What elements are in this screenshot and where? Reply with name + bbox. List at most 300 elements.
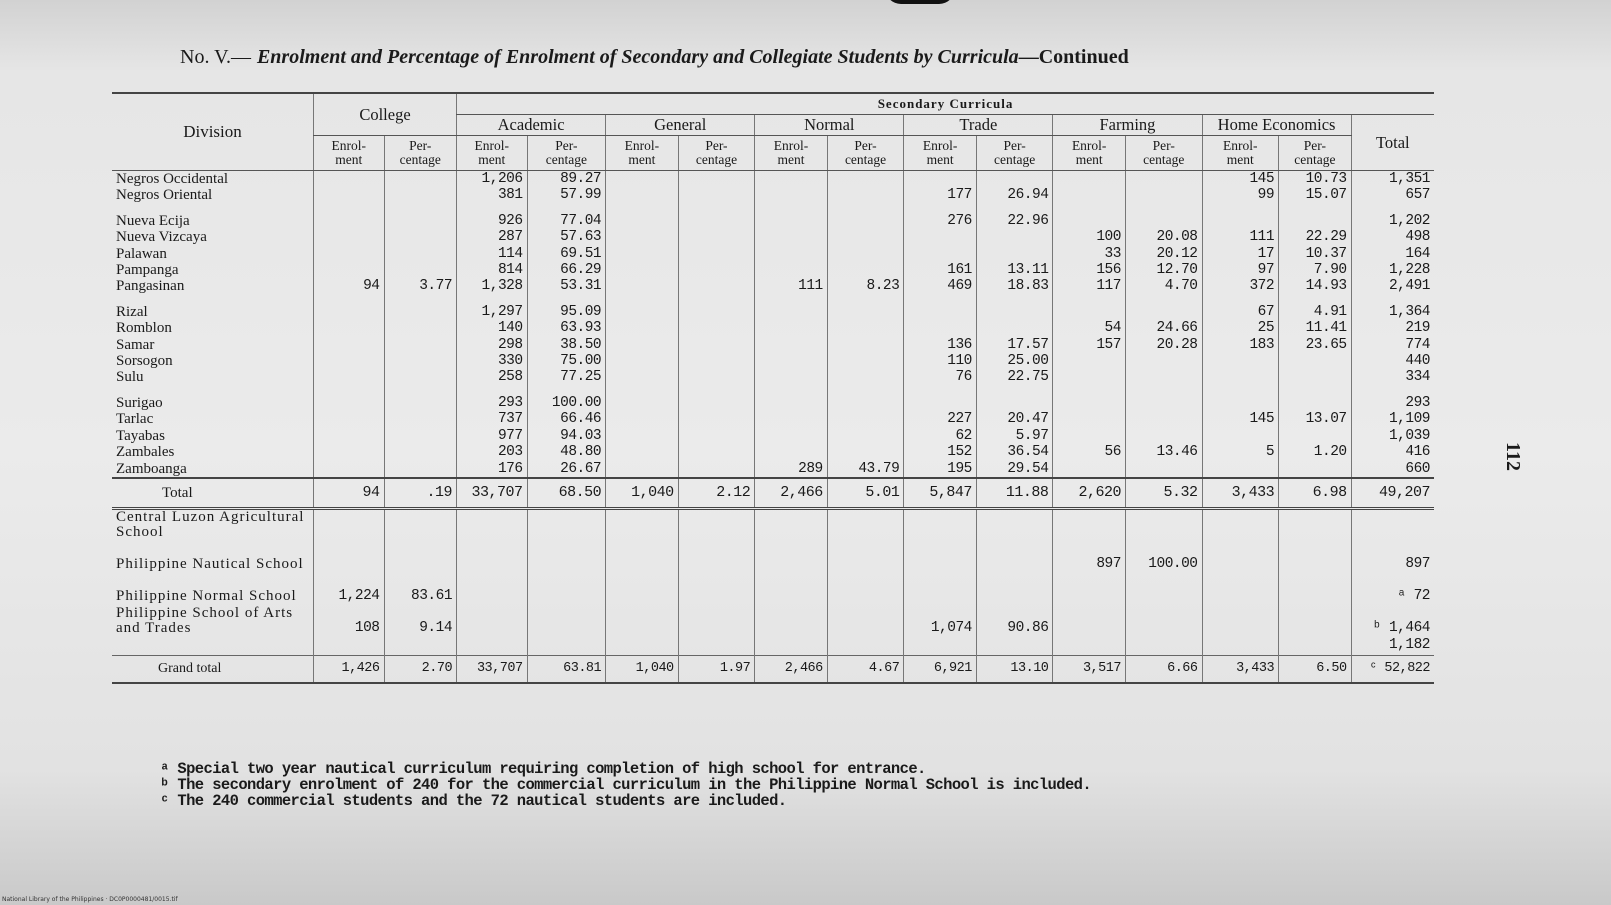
table-cell (606, 246, 679, 262)
table-cell: 8.23 (827, 278, 904, 294)
table-cell (606, 369, 679, 385)
table-cell: 5.01 (827, 478, 904, 509)
table-cell (1279, 295, 1352, 304)
table-cell (527, 295, 606, 304)
table-cell: 22.75 (976, 369, 1053, 385)
table-cell: 372 (1202, 278, 1279, 294)
table-cell (678, 320, 755, 336)
table-cell: 117 (1053, 278, 1126, 294)
row-label: Philippine Normal School (116, 587, 297, 604)
table-cell (384, 262, 457, 278)
table-row (112, 229, 1434, 245)
table-cell (313, 542, 384, 574)
table-cell (1053, 574, 1126, 606)
table-cell (976, 229, 1053, 245)
table-cell (1279, 508, 1352, 542)
table-cell (904, 246, 977, 262)
table-cell: 3.77 (384, 278, 457, 294)
table-cell (678, 386, 755, 395)
footnote-b: ᵇ The secondary enrolment of 240 for the commercial curriculum in the Philippine Normal School is included. (160, 776, 1092, 794)
table-cell: 97 (1202, 262, 1279, 278)
header-group: Farming (1053, 115, 1202, 136)
table-cell: 227 (904, 411, 977, 427)
table-cell: 774 (1351, 337, 1434, 353)
table-cell (827, 262, 904, 278)
table-row (112, 353, 1434, 369)
row-label: Rizal (116, 303, 148, 320)
table-cell (1351, 508, 1434, 542)
title-number: No. V.— (180, 46, 251, 68)
table-cell: 13.07 (1279, 411, 1352, 427)
table-cell: 9.14 (384, 606, 457, 638)
table-cell (904, 304, 977, 320)
table-cell: 926 (457, 213, 528, 229)
table-cell (457, 204, 528, 213)
header-percentage: Per- centage (1279, 136, 1352, 171)
table-cell (755, 428, 828, 444)
table-cell (1053, 171, 1126, 188)
table-cell (755, 508, 828, 542)
table-cell: 1,206 (457, 171, 528, 188)
table-cell (827, 353, 904, 369)
table-cell (827, 369, 904, 385)
table-row (112, 428, 1434, 444)
table-cell: 15.07 (1279, 187, 1352, 203)
table-cell (527, 542, 606, 574)
table-cell (384, 295, 457, 304)
table-cell (606, 638, 679, 656)
table-cell (313, 320, 384, 336)
spacer-row (112, 295, 1434, 304)
table-cell (904, 295, 977, 304)
table-cell (1202, 574, 1279, 606)
table-cell (384, 369, 457, 385)
table-cell: 18.83 (976, 278, 1053, 294)
table-cell: 1,224 (313, 574, 384, 606)
table-cell (678, 246, 755, 262)
table-cell (1202, 395, 1279, 411)
table-cell (384, 353, 457, 369)
table-cell: 3,433 (1202, 655, 1279, 683)
table-cell (1125, 295, 1202, 304)
table-cell (904, 204, 977, 213)
header-group: General (606, 115, 755, 136)
table-cell: 10.37 (1279, 246, 1352, 262)
table-cell (1279, 638, 1352, 656)
row-label: Surigao (116, 394, 163, 411)
table-cell: 49,207 (1351, 478, 1434, 509)
table-cell: 381 (457, 187, 528, 203)
table-cell (1279, 606, 1352, 638)
table-cell (827, 304, 904, 320)
table-cell: 69.51 (527, 246, 606, 262)
grand-total-row (112, 655, 1434, 683)
table-cell: 5.97 (976, 428, 1053, 444)
table-cell: 5 (1202, 444, 1279, 460)
table-cell: 657 (1351, 187, 1434, 203)
table-cell (384, 246, 457, 262)
table-cell (606, 353, 679, 369)
table-cell (1125, 606, 1202, 638)
header-group: Trade (904, 115, 1053, 136)
table-cell (904, 508, 977, 542)
table-cell: 4.91 (1279, 304, 1352, 320)
table-cell (313, 461, 384, 478)
table-cell (606, 204, 679, 213)
table-row (112, 304, 1434, 320)
table-cell (606, 411, 679, 427)
table-cell (755, 229, 828, 245)
table-cell (457, 386, 528, 395)
table-cell (1202, 295, 1279, 304)
table-cell: 12.70 (1125, 262, 1202, 278)
table-cell: 111 (755, 278, 828, 294)
table-cell (313, 386, 384, 395)
table-cell (755, 542, 828, 574)
table-cell: 99 (1202, 187, 1279, 203)
header-percentage: Per- centage (527, 136, 606, 171)
table-cell (678, 411, 755, 427)
header-enrolment: Enrol- ment (313, 136, 384, 171)
row-label: Zambales (116, 444, 175, 461)
table-cell (457, 508, 528, 542)
table-cell: 1,328 (457, 278, 528, 294)
ink-blot (885, 0, 955, 4)
table-cell (606, 262, 679, 278)
row-label: Sulu (116, 369, 144, 386)
table-cell: 4.70 (1125, 278, 1202, 294)
table-cell (678, 304, 755, 320)
table-cell (1053, 353, 1126, 369)
table-cell: 22.96 (976, 213, 1053, 229)
table-cell: 3,433 (1202, 478, 1279, 509)
table-cell (976, 508, 1053, 542)
table-cell (827, 229, 904, 245)
table-cell (1279, 395, 1352, 411)
table-cell (827, 246, 904, 262)
table-cell: 48.80 (527, 444, 606, 460)
table-cell: 57.63 (527, 229, 606, 245)
table-cell (1202, 369, 1279, 385)
library-credit: National Library of the Philippines · DC0P0000481/0015.tif (2, 896, 178, 903)
header-enrolment: Enrol- ment (755, 136, 828, 171)
table-cell: 13.10 (976, 655, 1053, 683)
row-label: Samar (116, 336, 155, 353)
table-cell (1125, 353, 1202, 369)
table-cell: 140 (457, 320, 528, 336)
table-cell: 4.67 (827, 655, 904, 683)
table-row (112, 262, 1434, 278)
table-cell (1125, 386, 1202, 395)
table-row (112, 246, 1434, 262)
table-cell (678, 369, 755, 385)
table-cell (1053, 304, 1126, 320)
table-cell (313, 229, 384, 245)
table-cell: 176 (457, 461, 528, 478)
table-cell (976, 295, 1053, 304)
table-cell: 1,182 (1351, 638, 1434, 656)
table-cell (976, 171, 1053, 188)
table-cell: ᵃ 72 (1351, 574, 1434, 606)
table-cell (384, 171, 457, 188)
table-cell: 63.81 (527, 655, 606, 683)
row-label (112, 386, 313, 395)
table-cell: 469 (904, 278, 977, 294)
table-cell (755, 246, 828, 262)
row-label: Negros Occidental (116, 171, 229, 187)
table-cell (313, 337, 384, 353)
title-text: Enrolment and Percentage of Enrolment of Secondary and Collegiate Students by Curricula (256, 46, 1019, 68)
table-cell (755, 411, 828, 427)
header-secondary-curricula: Secondary Curricula (457, 93, 1434, 115)
table-cell (678, 337, 755, 353)
table-cell (904, 638, 977, 656)
table-cell (384, 187, 457, 203)
table-cell (1053, 461, 1126, 478)
table-cell (1125, 411, 1202, 427)
table-cell: 6.98 (1279, 478, 1352, 509)
table-cell (1053, 369, 1126, 385)
table-cell (678, 428, 755, 444)
table-cell: 114 (457, 246, 528, 262)
table-cell (678, 278, 755, 294)
table-cell (755, 574, 828, 606)
table-cell (606, 508, 679, 542)
table-cell (606, 444, 679, 460)
spacer-row (112, 386, 1434, 395)
table-cell (827, 542, 904, 574)
table-cell: 1,040 (606, 478, 679, 509)
table-cell (384, 395, 457, 411)
table-cell (606, 187, 679, 203)
table-cell: 195 (904, 461, 977, 478)
table-cell (1202, 386, 1279, 395)
table-cell: 22.29 (1279, 229, 1352, 245)
table-cell (1053, 204, 1126, 213)
table-cell (976, 304, 1053, 320)
table-cell (755, 171, 828, 188)
table-cell: 1,109 (1351, 411, 1434, 427)
table-cell: 1,426 (313, 655, 384, 683)
table-cell (1279, 213, 1352, 229)
table-cell (755, 444, 828, 460)
table-cell (384, 444, 457, 460)
table-cell: 68.50 (527, 478, 606, 509)
table-cell: 2,466 (755, 655, 828, 683)
table-cell: 38.50 (527, 337, 606, 353)
table-cell (1351, 386, 1434, 395)
page-title (180, 46, 1129, 69)
table-cell (606, 386, 679, 395)
table-cell: 26.67 (527, 461, 606, 478)
table-cell: 3,517 (1053, 655, 1126, 683)
school-row (112, 606, 1434, 638)
table-cell (457, 638, 528, 656)
table-cell (527, 638, 606, 656)
table-cell (313, 304, 384, 320)
row-label: Central Luzon Agricultural School (116, 508, 305, 540)
header-percentage: Per- centage (384, 136, 457, 171)
table-cell (755, 353, 828, 369)
table-cell (904, 229, 977, 245)
table-cell: 77.25 (527, 369, 606, 385)
table-cell: 6,921 (904, 655, 977, 683)
table-cell: 67 (1202, 304, 1279, 320)
table-cell: 25.00 (976, 353, 1053, 369)
row-label: Romblon (116, 320, 172, 337)
table-cell (606, 395, 679, 411)
table-cell: 77.04 (527, 213, 606, 229)
table-cell: 56 (1053, 444, 1126, 460)
table-cell (755, 187, 828, 203)
table-cell (384, 204, 457, 213)
table-cell (1125, 304, 1202, 320)
table-cell (827, 395, 904, 411)
table-cell: 33,707 (457, 655, 528, 683)
table-cell (527, 606, 606, 638)
header-college: College (313, 93, 456, 136)
table-cell (313, 246, 384, 262)
table-cell (384, 428, 457, 444)
table-cell (976, 386, 1053, 395)
table-cell: 11.88 (976, 478, 1053, 509)
table-cell (1053, 187, 1126, 203)
table-cell (1053, 638, 1126, 656)
table-cell (678, 213, 755, 229)
enrolment-table (112, 92, 1434, 684)
table-cell (1279, 353, 1352, 369)
table-cell (904, 386, 977, 395)
table-cell: 897 (1351, 542, 1434, 574)
table-cell: 100 (1053, 229, 1126, 245)
table-cell: 416 (1351, 444, 1434, 460)
table-cell (313, 295, 384, 304)
table-cell: 94.03 (527, 428, 606, 444)
table-cell: 2,620 (1053, 478, 1126, 509)
table-cell: 287 (457, 229, 528, 245)
row-label: Tayabas (116, 427, 165, 444)
table-cell: 63.93 (527, 320, 606, 336)
table-cell (313, 204, 384, 213)
header-enrolment: Enrol- ment (606, 136, 679, 171)
table-cell: 157 (1053, 337, 1126, 353)
table-row (112, 337, 1434, 353)
table-cell: 1.20 (1279, 444, 1352, 460)
table-cell (606, 574, 679, 606)
table-cell (827, 320, 904, 336)
header-group: Home Economics (1202, 115, 1351, 136)
table-cell (1279, 574, 1352, 606)
table-cell: 334 (1351, 369, 1434, 385)
table-cell (313, 395, 384, 411)
table-cell (1351, 204, 1434, 213)
table-cell: 814 (457, 262, 528, 278)
table-cell (678, 353, 755, 369)
table-cell: 43.79 (827, 461, 904, 478)
header-group: Normal (755, 115, 904, 136)
table-cell (606, 295, 679, 304)
table-row (112, 461, 1434, 478)
table-cell (755, 395, 828, 411)
table-cell (755, 369, 828, 385)
table-cell (112, 638, 313, 656)
table-cell (755, 386, 828, 395)
table-cell (678, 187, 755, 203)
table-cell (904, 320, 977, 336)
table-cell (384, 320, 457, 336)
table-cell: 5.32 (1125, 478, 1202, 509)
table-cell (1202, 213, 1279, 229)
table-row (112, 278, 1434, 294)
header-percentage: Per- centage (976, 136, 1053, 171)
table-cell (1279, 428, 1352, 444)
table-cell: 258 (457, 369, 528, 385)
table-cell (827, 204, 904, 213)
table-cell: 293 (457, 395, 528, 411)
table-cell (678, 606, 755, 638)
table-cell: 26.94 (976, 187, 1053, 203)
table-cell: 108 (313, 606, 384, 638)
header-percentage: Per- centage (827, 136, 904, 171)
table-cell: 33 (1053, 246, 1126, 262)
table-cell: 2.12 (678, 478, 755, 509)
table-cell (827, 386, 904, 395)
table-cell: 83.61 (384, 574, 457, 606)
title-continued: —Continued (1018, 46, 1129, 68)
table-cell (678, 229, 755, 245)
table-cell (827, 428, 904, 444)
row-label: Nueva Vizcaya (116, 229, 207, 246)
school-row (112, 508, 1434, 542)
table-cell (1053, 213, 1126, 229)
table-cell (755, 204, 828, 213)
table-cell: 20.28 (1125, 337, 1202, 353)
table-cell: 977 (457, 428, 528, 444)
spacer-row (112, 204, 1434, 213)
table-cell (678, 204, 755, 213)
table-cell: 100.00 (527, 395, 606, 411)
table-cell (313, 638, 384, 656)
table-cell: 1,364 (1351, 304, 1434, 320)
row-label (112, 295, 313, 304)
table-cell (1279, 461, 1352, 478)
table-cell (527, 574, 606, 606)
table-cell (313, 187, 384, 203)
table-cell (1053, 386, 1126, 395)
row-label: Tarlac (116, 411, 154, 428)
table-cell (678, 444, 755, 460)
table-cell (755, 320, 828, 336)
school-row (112, 542, 1434, 574)
header-enrolment: Enrol- ment (1202, 136, 1279, 171)
header-total: Total (1351, 115, 1434, 171)
table-cell: 293 (1351, 395, 1434, 411)
table-cell (976, 638, 1053, 656)
table-cell (1125, 395, 1202, 411)
table-cell (827, 606, 904, 638)
table-cell (457, 606, 528, 638)
table-cell (755, 638, 828, 656)
table-cell (678, 461, 755, 478)
table-cell: 203 (457, 444, 528, 460)
table-cell: 737 (457, 411, 528, 427)
table-cell (1202, 606, 1279, 638)
table-cell (976, 542, 1053, 574)
table-cell (313, 171, 384, 188)
table-cell: 94 (313, 478, 384, 509)
table-cell: 20.47 (976, 411, 1053, 427)
table-cell (1202, 461, 1279, 478)
